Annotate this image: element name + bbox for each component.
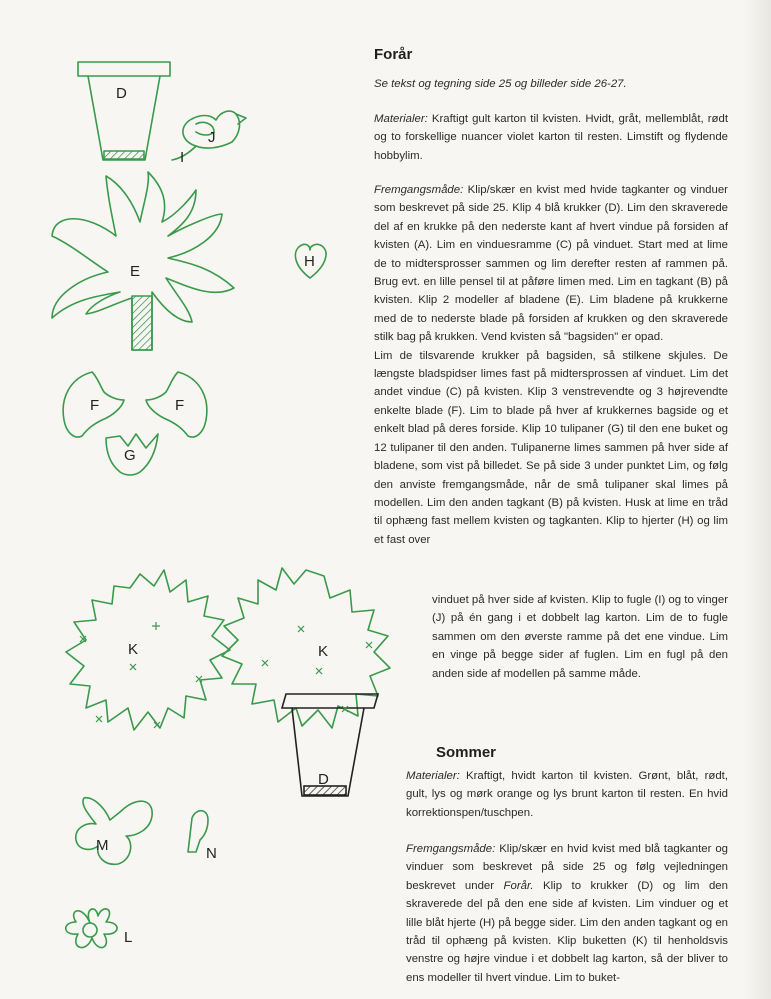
label-k-left: K [128, 641, 139, 658]
flower-l [66, 909, 117, 948]
forar-method-label: Fremgangsmåde: [374, 184, 464, 196]
forar-materials-label: Materialer: [374, 113, 428, 125]
bouquet-k-left [66, 570, 230, 730]
label-n: N [206, 845, 217, 862]
section-title-forar: Forår [374, 46, 413, 63]
label-g: G [124, 447, 136, 464]
label-h: H [304, 253, 315, 270]
sommer-method [406, 840, 728, 987]
leaf-cluster-e [52, 172, 234, 350]
forar-method-text: Klip/skær en kvist med hvide tagkanter og vinduer som beskrevet på side 25. Klip 4 blå krukker (D). Lim den skraverede del af en krukke på den nederste kant af hvert vindue på forsiden af kvisten (A). Lim en vinduesramme (C) på vinduet. Start med at lime de to midtersprosser sammen og lim derefter resten af rammen på. Brug evt. en lille pensel til at påføre limen med. Lim en tagkant (B) på kvisten. Klip 2 modeller af bladene (E). Lim bladene på krukkerne med de to nederste blade på forsiden af krukken og den skraverede stilk bag på krukken. Vend kvisten så "bagsiden" er opad. [374, 184, 728, 344]
sommer-method-em: Forår. [503, 879, 534, 892]
forar-reference [374, 75, 726, 93]
label-i: I [180, 149, 185, 166]
forar-method-para3: vinduet på hver side af kvisten. Klip to fugle (I) og to vinger (J) på én gang i et dobbelt lag karton. Lim de to fugle sammen om den øverste ramme på det ene vindue. Lim en vinge på begge sider af fuglen. Lim en fugl på den anden side af modellen på samme måde. [432, 594, 728, 680]
pot-d-top [78, 62, 170, 160]
sommer-method-text-2: Klip to krukker (D) og lim den skraverede del på den ene side af kvisten. Lim vinduer og et lille blåt hjerte (H) på begge sider. Lim den anden tagkant og en tråd til ophæng på kvisten. Klip buketten (K) til henholdsvis venstre og højre vindue i et dobbelt lag karton, så der bliver to ens modeller til hvert vindue. Lim to buket- [406, 879, 728, 984]
label-m: M [96, 837, 109, 854]
label-l: L [124, 929, 133, 946]
label-j: J [208, 129, 216, 146]
sommer-method-text-1: Klip/skær en hvid kvist med blå tagkanter og vinduer som beskrevet på side 25 og følg vejledningen beskrevet under [406, 843, 728, 892]
sommer-materials [406, 767, 728, 822]
forar-ref-text: Se tekst og tegning side 25 og billeder side 26-27. [374, 78, 627, 90]
figure-n [188, 811, 208, 852]
label-d-bottom: D [318, 771, 329, 788]
forar-method-para2: Lim de tilsvarende krukker på bagsiden, så stilkene skjules. De længste bladspidser limes fast på midtersprossen af vinduet. Lim det andet vindue (C) på kvisten. Klip 3 venstrevendte og 3 højrevendte enkelte blade (F). Lim to blade på hver af krukkernes bagside og et enkelt blad på deres forside. Klip 10 tulipaner (G) til den ene buket og 12 tulipaner til den anden. Tulipanerne limes sammen på hver side af bladene, som vist på billedet. Se på side 3 under punktet Lim, og følg den anviste fremgangsmåde, når de små tulipaner skal limes på modellen. Lim den anden tagkant (B) på kvisten. Husk at lime en tråd til ophæng fast mellem kvisten og tagkanten. Klip to hjerter (H) og lim et fast over [374, 349, 728, 546]
label-f-left: F [90, 397, 100, 414]
section-title-sommer: Sommer [436, 744, 497, 761]
cross-marks [80, 622, 372, 728]
forar-method [374, 181, 728, 549]
label-k-right: K [318, 643, 329, 660]
sommer-materials-label: Materialer: [406, 770, 460, 782]
pattern-labels [90, 85, 329, 946]
butterfly-m [76, 798, 152, 865]
bouquet-k-right [222, 568, 390, 728]
forar-materials-text: Kraftigt gult karton til kvisten. Hvidt, gråt, mellemblåt, rødt og to forskellige nuancer violet karton til resten. Limstift og flydende hobbylim. [374, 113, 728, 162]
sommer-method-label: Fremgangsmåde: [406, 843, 496, 855]
label-e: E [130, 263, 141, 280]
label-f-right: F [175, 397, 185, 414]
forar-materials [374, 110, 728, 165]
sommer-materials-text: Kraftigt, hvidt karton til kvisten. Grønt, blåt, rødt, gult, lys og mørk orange og lys brunt karton til resten. En hvid korrektionspen/tuschpen. [406, 770, 729, 819]
label-d: D [116, 85, 127, 102]
